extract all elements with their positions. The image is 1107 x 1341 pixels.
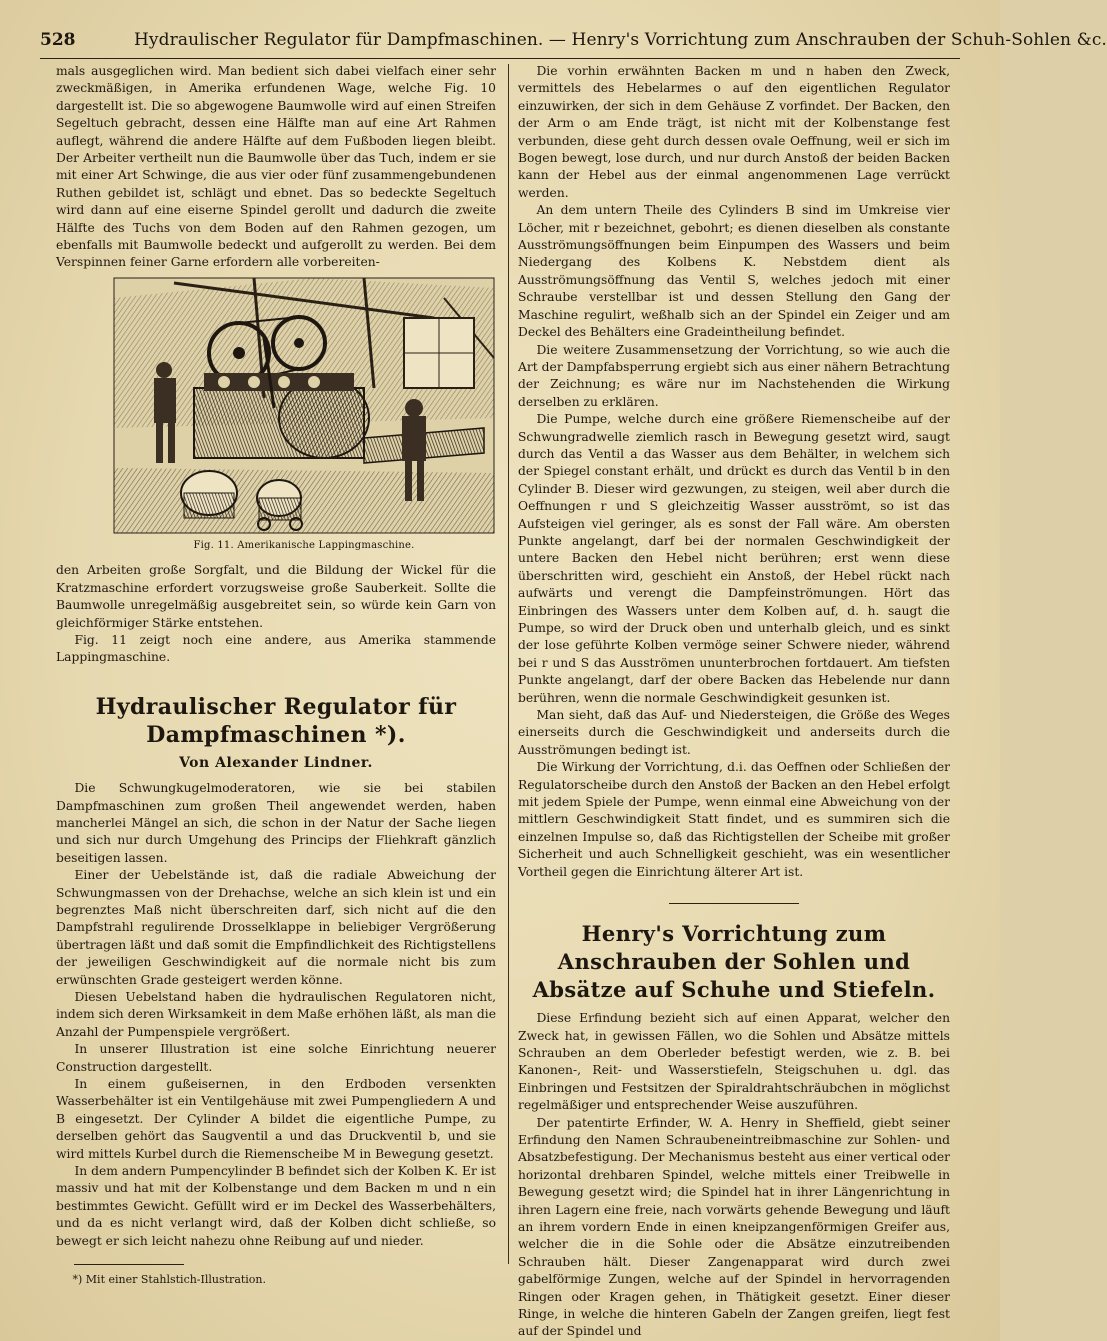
section-title-regulator: Hydraulischer Regulator für Dampfmaschinen *). [95,693,457,748]
paragraph: Die Schwungkugelmoderatoren, wie sie bei stabilen Dampfmaschinen zum großen Theil angewendet werden, haben mancherlei Mängel an sich, die schon in der Natur der Sache liegen und sich nur durch Umgehung des Princips der Fliehkraft gänzlich beseitigen lassen. [56,781,496,865]
paragraph: Die Wirkung der Vorrichtung, d.i. das Oeffnen oder Schließen der Regulatorscheibe durch den Anstoß der Backen an den Hebel erfolgt mit jedem Spiele der Pumpe, wenn einmal eine Abweichung von der mittlern Geschwindigkeit Statt findet, und es summiren sich die einzelnen Impulse so, daß das Richtigstellen der Scheibe mit großer Sicherheit und auch Schnelligkeit geschieht, was ein wesentlicher Vortheil gegen die Einrichtung älterer Art ist. [518,760,950,879]
paragraph: Diesen Uebelstand haben die hydraulischen Regulatoren nicht, indem sich deren Wirksamkeit in dem Maße erhöhen läßt, als man die Anzahl der Pumpenspiele vergrößert. [56,990,496,1039]
section-title-henry: Henry's Vorrichtung zum Anschrauben der Sohlen und Absätze auf Schuhe und Stiefeln. [532,921,936,1003]
paragraph: In unserer Illustration ist eine solche Einrichtung neuerer Construction dargestellt. [56,1042,496,1074]
figure-lapping-machine [114,278,494,554]
paragraph: Die vorhin erwähnten Backen m und n haben den Zweck, vermittels des Hebelarmes o auf den eigentlichen Regulator einzuwirken, der sich in dem Gehäuse Z vorfindet. Der Backen, den der Arm o am Ende trägt, ist nicht mit der Kolbenstange fest verbunden, diese geht durch dessen ovale Oeffnung, weil er sich im Bogen bewegt, lose durch, und nur durch Anstoß der beiden Backen kann der Hebel aus der einmal angenommenen Lage verrückt werden. [518,64,950,200]
header-rule [40,58,960,59]
footnote-rule [74,1264,184,1265]
paragraph: In einem gußeisernen, in den Erdboden versenkten Wasserbehälter ist ein Ventilgehäuse mit zwei Pumpengliedern A und B eingesetzt. Der Cylinder A bildet die eigentliche Pumpe, zu derselben gehört das Saugventil a und das Druckventil b, und sie wird mittels Kurbel durch die Riemenscheibe M in Bewegung gesetzt. [56,1077,496,1161]
paragraph: Diese Erfindung bezieht sich auf einen Apparat, welcher den Zweck hat, in gewissen Fällen, wo die Sohlen und Absätze mittels Schrauben an dem Oberleder befestigt werden, wie z. B. bei Kanonen-, Reit- und Wasserstiefeln, Steigschuhen u. dgl. das Einbringen und Festsitzen der Spiraldrahtschräubchen in möglichst regelmäßiger und entsprechender Weise auszuführen. [518,1011,950,1113]
paragraph: Die Pumpe, welche durch eine größere Riemenscheibe auf der Schwungradwelle ziemlich rasch in Bewegung gesetzt wird, saugt durch das Ventil a das Wasser aus dem Behälter, in welchem sich der Spiegel constant erhält, und drückt es durch das Ventil b in den Cylinder B. Dieser wird gezwungen, zu steigen, weil aber durch die Oeffnungen r und S gleichzeitig Wasser ausströmt, so ist das Aufsteigen viel geringer, als es sonst der Fall wäre. Am obersten Punkte angelangt, darf bei der normalen Geschwindigkeit der untere Backen den Hebel nicht berühren; erst wenn diese überschritten wird, geschieht ein Anstoß, der Hebel rückt nach aufwärts und verengt die Dampfeinströmungen. Hört das Einbringen des Wassers unter dem Kolben auf, d. h. saugt die Pumpe, so wird der Druck oben und unterhalb gleich, und es sinkt der lose geführte Kolben vermöge seiner Schwere nieder, während bei r und S das Ausströmen ununterbrochen fortdauert. Am tiefsten Punkte angelangt, darf der obere Backen das Hebelende nur dann berühren, wenn die normale Geschwindigkeit gesunken ist. [518,412,950,705]
page-number: 528 [40,30,76,50]
page-header [40,30,1107,56]
paragraph: Der patentirte Erfinder, W. A. Henry in Sheffield, giebt seiner Erfindung den Namen Schraubeneintreibmaschine zur Sohlen- und Absatzbefestigung. Der Mechanismus besteht aus einer vertical oder horizontal drehbaren Spindel, welche mittels einer Treibwelle in Bewegung gesetzt wird; die Spindel hat in ihrer Längenrichtung in ihren Lagern eine freie, nach vorwärts gehende Bewegung und läuft an ihrem vordern Ende in einen kneipzangenförmigen Greifer aus, welcher die in die Sohle oder die Absätze einzutreibenden Schrauben hält. Dieser Zangenapparat wird durch zwei gabelförmige Zungen, welche auf der Spindel in hervorragenden Ringen oder Kragen gehen, in Thätigkeit gesetzt. Einer dieser Ringe, in welche die hinteren Gabeln der Zangen greifen, liegt fest auf der Spindel und [518,1115,950,1339]
section-divider [669,903,799,904]
running-title: Hydraulischer Regulator für Dampfmaschinen. — Henry's Vorrichtung zum Anschrauben der Schuh-Sohlen &c. [134,30,1107,50]
paragraph: mals ausgeglichen wird. Man bedient sich dabei vielfach einer sehr zweckmäßigen, in Amerika erfundenen Wage, welche Fig. 10 dargestellt ist. Die so abgewogene Baumwolle wird auf einen Streifen Segeltuch gebracht, dessen eine Hälfte man auf eine Art Rahmen auflegt, während die andere Hälfte auf dem Fußboden liegen bleibt. Der Arbeiter vertheilt nun die Baumwolle über das Tuch, indem er sie mit einer Art Schwinge, die aus vier oder fünf zusammengebundenen Ruthen gebildet ist, schlägt und ebnet. Das so bedeckte Segeltuch wird dann auf eine eiserne Spindel gerollt und dadurch die zweite Hälfte des Tuchs von dem Boden auf den Rahmen gezogen, um ebenfalls mit Baumwolle bedeckt und aufgerollt zu werden. Bei dem Verspinnen feiner Garne erfordern alle vorbereiten- [56,64,496,270]
section-author: Von Alexander Lindner. [179,754,373,771]
paragraph: Die weitere Zusammensetzung der Vorrichtung, so wie auch die Art der Dampfabsperrung ergiebt sich aus einer nähern Betrachtung der Zeichnung; es wäre nur im Nachstehenden die Wirkung derselben zu erklären. [518,342,950,409]
paragraph: Einer der Uebelstände ist, daß die radiale Abweichung der Schwungmassen von der Drehachse, welche an sich klein ist und ein begrenztes Maß nicht überschreiten darf, sich nicht auf die den Dampfstrahl regulirende Drosselklappe in beliebiger Vergrößerung übertragen läßt und daß somit die Empfindlichkeit des Richtigstellens der jeweiligen Geschwindigkeit auf die normale nicht bis zum erwünschten Grade gesteigert werden könne. [56,868,496,987]
paragraph: An dem untern Theile des Cylinders B sind im Umkreise vier Löcher, mit r bezeichnet, gebohrt; es dienen dieselben als constante Ausströmungsöffnungen beim Einpumpen des Wassers und beim Niedergang des Kolbens K. Nebstdem dient als Ausströmungsöffnung das Ventil S, welches jedoch mit einer Schraube verstellbar ist und dessen Stellung den Gang der Maschine regulirt, weßhalb sich an der Spindel ein Zeiger und am Deckel des Behälters eine Gradeintheilung befindet. [518,203,950,340]
figure-caption: Fig. 11. Amerikanische Lappingmaschine. [193,539,415,551]
paragraph: Man sieht, daß das Auf- und Niedersteigen, die Größe des Weges einerseits durch die Geschwindigkeit und anderseits durch die Ausströmungen bedingt ist. [518,708,950,757]
paragraph: Fig. 11 zeigt noch eine andere, aus Amerika stammende Lappingmaschine. [56,632,496,665]
right-column [518,63,950,1341]
paragraph: den Arbeiten große Sorgfalt, und die Bildung der Wickel für die Kratzmaschine erfordert vorzugsweise große Sauberkeit. Sollte die Baumwolle unregelmäßig ausgebreitet sein, so würde kein Garn von gleichförmiger Stärke entstehen. [56,563,496,630]
paragraph: In dem andern Pumpencylinder B befindet sich der Kolben K. Er ist massiv und hat mit der Kolbenstange und dem Backen m und n ein bestimmtes Gewicht. Gefüllt wird er im Deckel des Wasserbehälters, und da es nicht verlangt wird, daß der Kolben dicht schließe, so bewegt er sich leicht nahezu ohne Reibung auf und nieder. [56,1164,496,1248]
footnote: *) Mit einer Stahlstich-Illustration. [72,1273,267,1287]
left-column [56,63,496,1289]
engraving-illustration [114,278,494,533]
column-separator [508,64,509,1264]
